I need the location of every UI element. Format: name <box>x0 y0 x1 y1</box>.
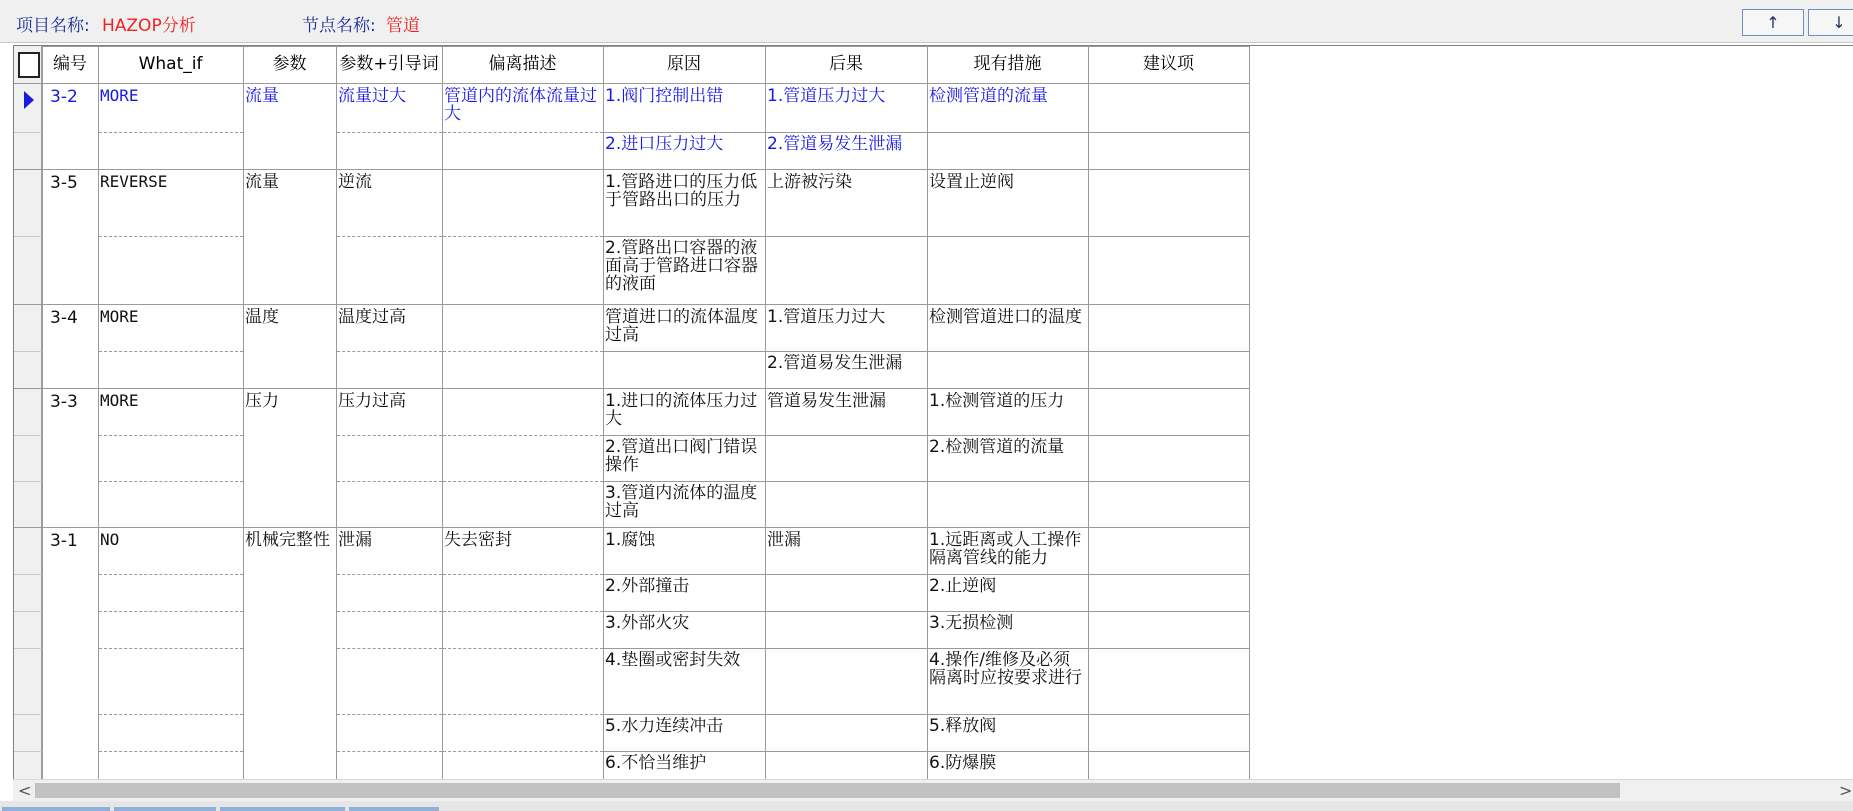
grid-line <box>765 751 927 752</box>
grid-line <box>14 751 42 752</box>
cell-consequence[interactable] <box>767 577 925 610</box>
horizontal-scrollbar[interactable] <box>13 779 1853 802</box>
cell-id[interactable]: 3-4 <box>50 309 78 327</box>
row-indicator[interactable] <box>14 305 42 351</box>
grid-line <box>1088 46 1089 780</box>
cell-suggestion[interactable] <box>1090 531 1247 573</box>
header-col-param[interactable]: 参数 <box>272 54 307 74</box>
row-separator <box>443 648 603 649</box>
scrollbar-thumb[interactable] <box>35 783 1620 798</box>
grid-line <box>14 481 42 482</box>
cell-suggestion[interactable] <box>1090 354 1247 387</box>
scroll-right-icon[interactable]: > <box>1839 781 1853 800</box>
cell-consequence[interactable] <box>767 651 925 713</box>
cell-cause[interactable]: 3.管道内流体的温度过高 <box>605 484 758 521</box>
row-separator <box>99 351 243 352</box>
row-separator <box>337 574 442 575</box>
grid-line <box>927 611 1088 612</box>
project-name-value: HAZOP分析 <box>102 16 196 36</box>
header-col-consequence[interactable]: 后果 <box>829 54 863 74</box>
row-separator <box>337 481 442 482</box>
project-name-label: 项目名称: <box>16 16 90 36</box>
cell-measure[interactable]: 检测管道进口的温度 <box>929 308 1082 327</box>
grid-line <box>336 46 337 780</box>
grid-line <box>603 481 765 482</box>
move-down-button[interactable]: ↓ <box>1808 9 1853 36</box>
cell-measure[interactable]: 检测管道的流量 <box>929 87 1048 106</box>
header-col-measure[interactable]: 现有措施 <box>973 54 1042 74</box>
grid-line <box>765 236 927 237</box>
cell-consequence[interactable]: 2.管道易发生泄漏 <box>767 354 903 373</box>
grid-line <box>14 574 42 575</box>
cell-measure[interactable] <box>929 135 1086 168</box>
row-separator <box>337 435 442 436</box>
row-separator <box>99 714 243 715</box>
cell-deviation[interactable] <box>444 392 601 434</box>
cell-measure[interactable]: 2.检测管道的流量 <box>929 438 1065 457</box>
row-indicator[interactable] <box>14 170 42 236</box>
cell-cause[interactable]: 2.外部撞击 <box>605 577 690 596</box>
row-separator <box>99 611 243 612</box>
hazop-grid[interactable] <box>13 45 1853 780</box>
cell-suggestion[interactable] <box>1090 438 1247 480</box>
grid-line <box>1088 574 1249 575</box>
cell-suggestion[interactable] <box>1090 577 1247 610</box>
cell-cause[interactable]: 3.外部火灾 <box>605 614 690 633</box>
grid-line <box>1249 46 1250 780</box>
node-name-value: 管道 <box>386 16 420 36</box>
cell-measure[interactable]: 1.检测管道的压力 <box>929 392 1065 411</box>
bottom-tab[interactable] <box>114 807 216 811</box>
grid-line <box>603 714 765 715</box>
grid-line <box>927 435 1088 436</box>
grid-line <box>765 648 927 649</box>
cell-measure[interactable] <box>929 484 1086 526</box>
cell-measure[interactable]: 5.释放阀 <box>929 717 997 736</box>
bottom-tab[interactable] <box>2 807 110 811</box>
row-indicator[interactable] <box>14 648 42 714</box>
row-separator <box>337 751 442 752</box>
grid-line <box>14 714 42 715</box>
grid-line <box>14 132 42 133</box>
grid-line <box>1088 648 1249 649</box>
cell-param[interactable]: 压力 <box>245 392 279 411</box>
cell-cause[interactable]: 1.进口的流体压力过大 <box>605 392 758 429</box>
grid-line <box>927 574 1088 575</box>
grid-line <box>765 574 927 575</box>
cell-param-guide[interactable]: 流量过大 <box>338 87 406 106</box>
cell-cause[interactable]: 6.不恰当维护 <box>605 754 707 773</box>
grid-line <box>42 46 1249 47</box>
cell-measure[interactable]: 3.无损检测 <box>929 614 1014 633</box>
cell-consequence[interactable]: 2.管道易发生泄漏 <box>767 135 903 154</box>
grid-line <box>765 351 927 352</box>
grid-line <box>603 574 765 575</box>
cell-cause[interactable]: 1.管路进口的压力低于管路出口的压力 <box>605 173 758 210</box>
cell-cause[interactable]: 2.进口压力过大 <box>605 135 724 154</box>
cell-suggestion[interactable] <box>1090 392 1247 434</box>
grid-line <box>14 169 1249 170</box>
grid-line <box>927 751 1088 752</box>
grid-line <box>14 351 42 352</box>
cell-what-if[interactable]: MORE <box>100 308 139 326</box>
row-separator <box>99 481 243 482</box>
grid-line <box>1088 351 1249 352</box>
row-indicator[interactable] <box>14 574 42 611</box>
toolbar <box>0 0 1853 43</box>
cell-cause[interactable]: 5.水力连续冲击 <box>605 717 724 736</box>
cell-consequence[interactable] <box>767 438 925 480</box>
grid-line <box>14 648 42 649</box>
grid-line <box>927 351 1088 352</box>
row-separator <box>99 751 243 752</box>
row-separator <box>337 132 442 133</box>
cell-consequence[interactable] <box>767 239 925 303</box>
grid-line <box>603 611 765 612</box>
header-col-param-guide[interactable]: 参数+引导词 <box>339 54 439 74</box>
grid-line <box>1088 435 1249 436</box>
grid-line <box>603 435 765 436</box>
row-indicator[interactable] <box>14 236 42 304</box>
cell-consequence[interactable]: 管道易发生泄漏 <box>767 392 886 411</box>
row-separator <box>443 481 603 482</box>
cell-measure[interactable] <box>929 354 1086 387</box>
cell-what-if[interactable]: MORE <box>100 87 139 105</box>
cell-consequence[interactable]: 泄漏 <box>767 531 801 550</box>
cell-what-if[interactable]: NO <box>100 531 120 549</box>
row-separator <box>337 648 442 649</box>
cell-cause[interactable]: 4.垫圈或密封失效 <box>605 651 741 670</box>
row-separator <box>99 648 243 649</box>
row-separator <box>337 611 442 612</box>
row-separator <box>443 132 603 133</box>
row-indicator[interactable] <box>14 714 42 751</box>
row-separator <box>443 714 603 715</box>
cell-param[interactable]: 机械完整性 <box>245 531 330 550</box>
row-indicator[interactable] <box>14 481 42 527</box>
cell-param[interactable]: 流量 <box>245 173 279 192</box>
grid-line <box>98 46 99 780</box>
header-col-deviation[interactable]: 偏离描述 <box>488 54 557 74</box>
row-indicator[interactable] <box>14 389 42 435</box>
cell-measure[interactable]: 6.防爆膜 <box>929 754 997 773</box>
cell-measure[interactable]: 设置止逆阀 <box>929 173 1014 192</box>
grid-line <box>14 611 42 612</box>
move-up-button[interactable]: ↑ <box>1742 9 1804 36</box>
cell-consequence[interactable] <box>767 717 925 750</box>
grid-line <box>765 481 927 482</box>
cell-suggestion[interactable] <box>1090 754 1247 780</box>
grid-line <box>927 481 1088 482</box>
row-separator <box>337 236 442 237</box>
row-indicator[interactable] <box>14 132 42 169</box>
grid-line <box>927 236 1088 237</box>
row-separator <box>337 351 442 352</box>
header-col-what-if[interactable]: What_if <box>138 54 203 74</box>
cell-param-guide[interactable]: 泄漏 <box>338 531 372 550</box>
grid-line <box>765 714 927 715</box>
cell-param[interactable]: 温度 <box>245 308 279 327</box>
row-indicator[interactable] <box>14 528 42 574</box>
cell-consequence[interactable] <box>767 614 925 647</box>
cell-id[interactable]: 3-3 <box>50 393 78 411</box>
row-separator <box>99 236 243 237</box>
row-separator <box>443 574 603 575</box>
cell-deviation[interactable]: 管道内的流体流量过大 <box>444 87 597 124</box>
bottom-tab[interactable] <box>349 807 439 811</box>
grid-line <box>603 46 604 780</box>
cell-param-guide[interactable]: 逆流 <box>338 173 372 192</box>
grid-line <box>603 648 765 649</box>
cell-suggestion[interactable] <box>1090 135 1247 168</box>
cell-deviation[interactable] <box>444 308 601 350</box>
cell-what-if[interactable]: REVERSE <box>100 173 168 191</box>
header-col-suggestion[interactable]: 建议项 <box>1143 54 1194 74</box>
cell-cause[interactable]: 1.腐蚀 <box>605 531 656 550</box>
cell-consequence[interactable]: 1.管道压力过大 <box>767 308 886 327</box>
row-separator <box>443 751 603 752</box>
cell-deviation[interactable]: 失去密封 <box>444 531 512 550</box>
row-indicator[interactable] <box>14 611 42 648</box>
cell-param-guide[interactable]: 压力过高 <box>338 392 406 411</box>
grid-line <box>927 648 1088 649</box>
row-separator <box>443 611 603 612</box>
row-separator <box>99 435 243 436</box>
cell-measure[interactable]: 2.止逆阀 <box>929 577 997 596</box>
row-indicator[interactable] <box>14 351 42 388</box>
grid-line <box>1088 611 1249 612</box>
cell-measure[interactable] <box>929 239 1086 303</box>
grid-line <box>243 46 244 780</box>
grid-line <box>1088 714 1249 715</box>
scroll-left-icon[interactable]: < <box>18 781 32 800</box>
row-indicator[interactable] <box>14 435 42 481</box>
grid-line <box>14 83 1249 84</box>
grid-line <box>1088 236 1249 237</box>
cell-consequence[interactable]: 1.管道压力过大 <box>767 87 886 106</box>
cell-suggestion[interactable] <box>1090 614 1247 647</box>
grid-line <box>14 236 42 237</box>
cell-id[interactable]: 3-1 <box>50 532 78 550</box>
grid-line <box>442 46 443 780</box>
cell-param[interactable]: 流量 <box>245 87 279 106</box>
header-col-id[interactable]: 编号 <box>53 54 87 74</box>
cell-suggestion[interactable] <box>1090 173 1247 235</box>
grid-line <box>14 388 1249 389</box>
cell-cause[interactable]: 2.管道出口阀门错误操作 <box>605 438 758 475</box>
grid-line <box>927 132 1088 133</box>
row-separator <box>99 132 243 133</box>
grid-line <box>42 46 43 780</box>
grid-line <box>927 714 1088 715</box>
cell-suggestion[interactable] <box>1090 308 1247 350</box>
cell-suggestion[interactable] <box>1090 239 1247 303</box>
grid-line <box>603 132 765 133</box>
cell-param-guide[interactable]: 温度过高 <box>338 308 406 327</box>
row-separator <box>443 236 603 237</box>
cell-consequence[interactable] <box>767 484 925 526</box>
cell-deviation[interactable] <box>444 173 601 235</box>
cell-suggestion[interactable] <box>1090 717 1247 750</box>
cell-consequence[interactable]: 上游被污染 <box>767 173 852 192</box>
row-separator <box>99 574 243 575</box>
header-col-cause[interactable]: 原因 <box>667 54 701 74</box>
bottom-tab[interactable] <box>220 807 345 811</box>
grid-line <box>14 435 42 436</box>
cell-consequence[interactable] <box>767 754 925 780</box>
grid-line <box>1088 132 1249 133</box>
grid-line <box>603 351 765 352</box>
grid-line <box>765 435 927 436</box>
grid-line <box>765 46 766 780</box>
grid-line <box>14 527 1249 528</box>
grid-line <box>765 611 927 612</box>
grid-line <box>603 236 765 237</box>
grid-line <box>14 304 1249 305</box>
grid-line <box>603 751 765 752</box>
row-indicator[interactable] <box>14 751 42 780</box>
cell-measure[interactable]: 1.远距离或人工操作隔离管线的能力 <box>929 531 1082 568</box>
cell-suggestion[interactable] <box>1090 651 1247 713</box>
row-separator <box>443 351 603 352</box>
node-name-label: 节点名称: <box>302 16 376 36</box>
select-all-checkbox[interactable] <box>18 52 40 78</box>
cell-cause[interactable]: 管道进口的流体温度过高 <box>605 308 758 345</box>
cell-cause[interactable] <box>605 354 763 387</box>
grid-line <box>1088 751 1249 752</box>
row-separator <box>337 714 442 715</box>
cell-suggestion[interactable] <box>1090 484 1247 526</box>
cell-what-if[interactable]: MORE <box>100 392 139 410</box>
grid-line <box>765 132 927 133</box>
cell-id[interactable]: 3-2 <box>50 88 78 106</box>
row-separator <box>443 435 603 436</box>
grid-line <box>1088 481 1249 482</box>
cell-id[interactable]: 3-5 <box>50 174 78 192</box>
current-row-icon <box>24 91 34 109</box>
cell-cause[interactable]: 2.管路出口容器的液面高于管路进口容器的液面 <box>605 239 758 294</box>
grid-line <box>927 46 928 780</box>
cell-suggestion[interactable] <box>1090 87 1247 131</box>
cell-cause[interactable]: 1.阀门控制出错 <box>605 87 724 106</box>
cell-measure[interactable]: 4.操作/维修及必须隔离时应按要求进行 <box>929 651 1082 688</box>
